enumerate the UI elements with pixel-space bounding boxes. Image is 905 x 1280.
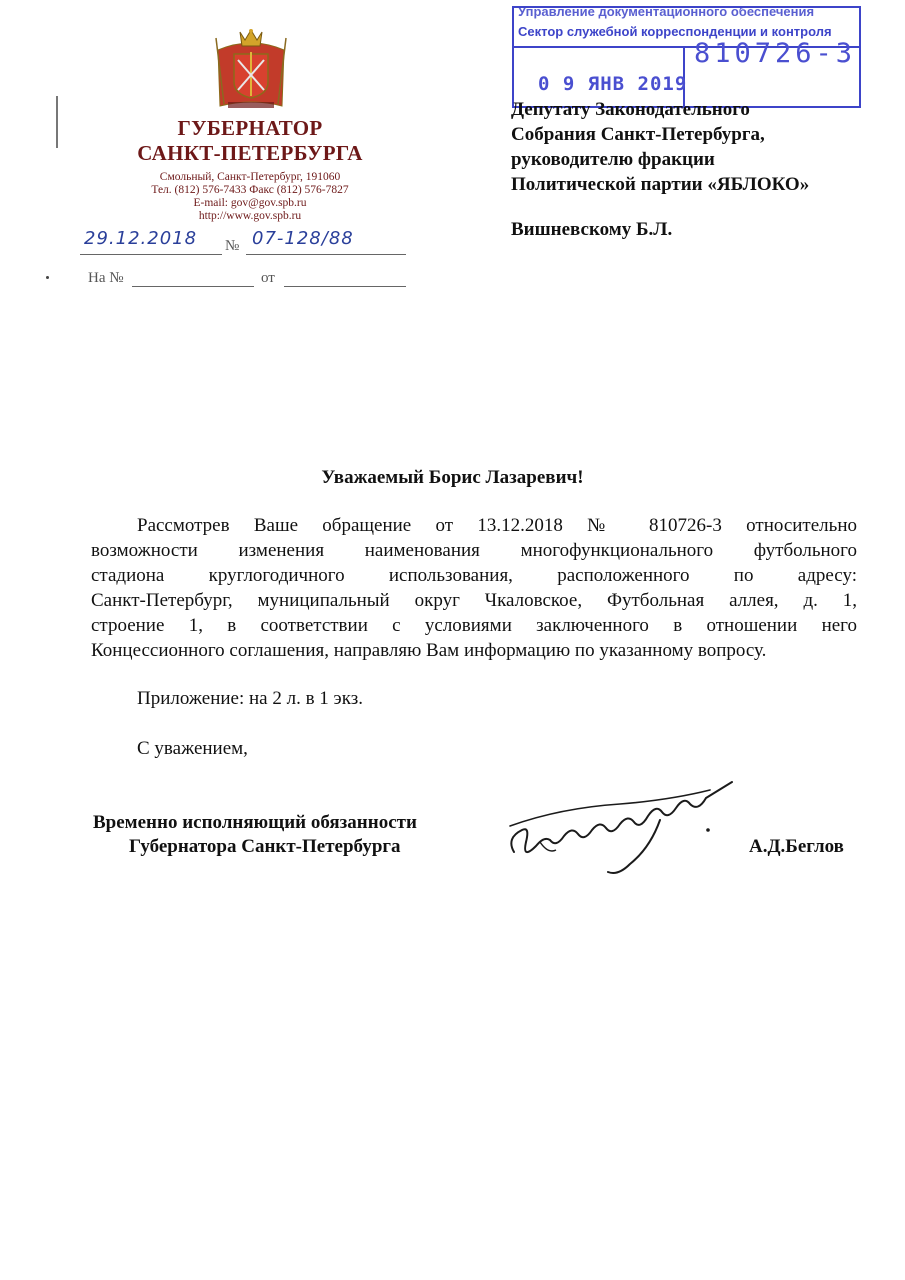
- outgoing-number: 07-128/88: [252, 228, 354, 249]
- paragraph-line: Концессионного соглашения, направляю Вам информацию по указанному вопросу.: [91, 640, 767, 661]
- greeting: Уважаемый Борис Лазаревич!: [321, 467, 584, 488]
- stamp-date: 0 9 ЯНВ 2019: [538, 73, 688, 95]
- paragraph-line: стадиона круглогодичного использования, расположенного по адресу:: [91, 565, 857, 586]
- signer-position-line1: Временно исполняющий обязанности: [93, 812, 417, 833]
- paragraph-line: строение 1, в соответствии с условиями заключенного в отношении него: [91, 615, 857, 636]
- address-line: Смольный, Санкт-Петербург, 191060: [159, 171, 341, 183]
- addressee-name: Вишневскому Б.Л.: [511, 219, 673, 240]
- st-petersburg-coat-of-arms-icon: [212, 28, 290, 110]
- closing: С уважением,: [137, 738, 248, 759]
- number-underline: [246, 254, 406, 255]
- org-title-line2: САНКТ-ПЕТЕРБУРГА: [137, 141, 363, 165]
- stamp-sector: Сектор служебной корреспонденции и контроля: [518, 24, 832, 39]
- reference-date-underline: [284, 286, 406, 287]
- margin-dot: [46, 276, 49, 279]
- number-sign: №: [225, 238, 240, 254]
- reference-label: На №: [88, 270, 124, 286]
- org-title-line1: ГУБЕРНАТОР: [177, 116, 323, 140]
- addressee-line: Политической партии «ЯБЛОКО»: [511, 174, 810, 195]
- email-line: E-mail: gov@gov.spb.ru: [193, 197, 307, 209]
- reference-from-label: от: [261, 270, 275, 286]
- attachment-note: Приложение: на 2 л. в 1 экз.: [137, 688, 363, 709]
- signer-name: А.Д.Беглов: [749, 836, 844, 857]
- signer-position-line2: Губернатора Санкт-Петербурга: [129, 836, 401, 857]
- website-line: http://www.gov.spb.ru: [198, 210, 302, 222]
- addressee-line: Депутату Законодательного: [511, 99, 750, 120]
- margin-mark: [56, 96, 58, 148]
- addressee-line: Собрания Санкт-Петербурга,: [511, 124, 765, 145]
- handwritten-signature: [500, 768, 740, 888]
- outgoing-date: 29.12.2018: [84, 228, 198, 249]
- addressee-block: [511, 97, 809, 197]
- date-underline: [80, 254, 222, 255]
- body-paragraph: [91, 513, 857, 663]
- paragraph-line: возможности изменения наименования многофункционального футбольного: [91, 540, 857, 561]
- stamp-incoming-number: 810726-3: [694, 38, 857, 69]
- reference-underline: [132, 286, 254, 287]
- addressee-line: руководителю фракции: [511, 149, 715, 170]
- stamp-department: Управление документационного обеспечения: [518, 4, 815, 19]
- paragraph-line: Рассмотрев Ваше обращение от 13.12.2018 № 810726-3 относительно: [137, 515, 857, 536]
- phone-line: Тел. (812) 576-7433 Факс (812) 576-7827: [151, 184, 349, 196]
- contact-block: [60, 171, 440, 223]
- paragraph-line: Санкт-Петербург, муниципальный округ Чкаловское, Футбольная аллея, д. 1,: [91, 590, 857, 611]
